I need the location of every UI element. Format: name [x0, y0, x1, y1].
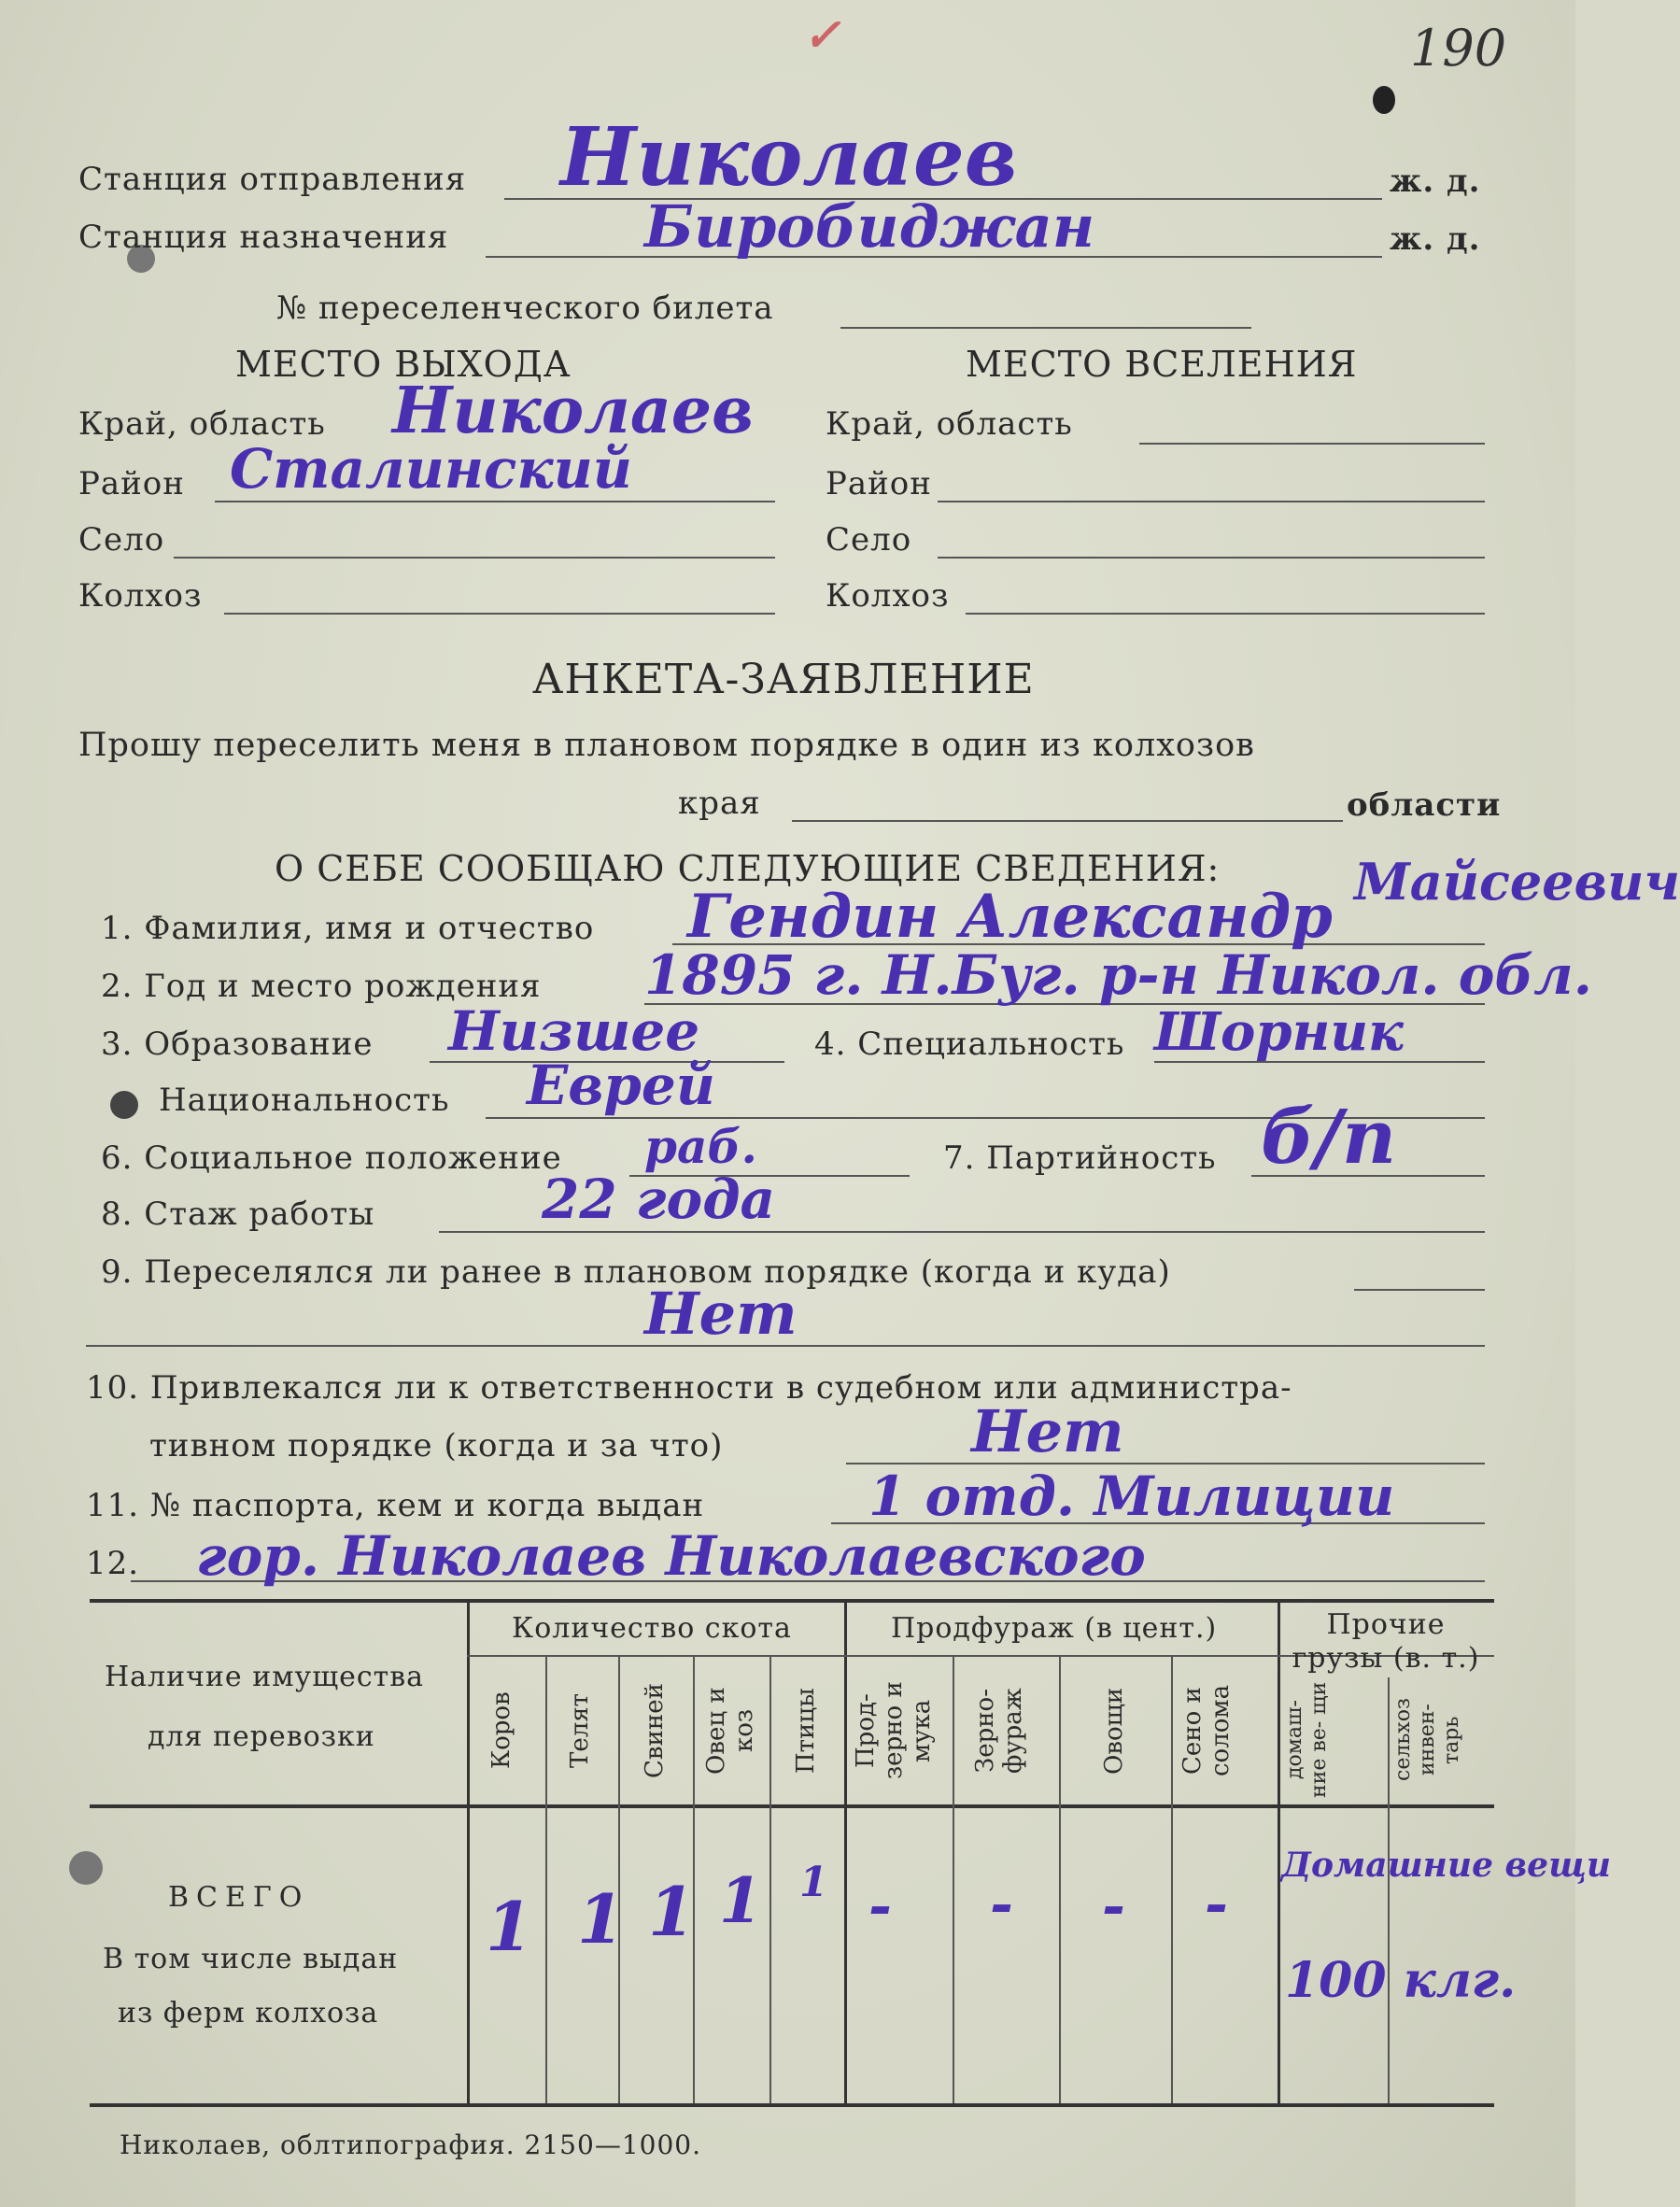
- col-grain-flour: Прод- зерно и мука: [852, 1681, 936, 1780]
- col-pigs: Свиней: [641, 1683, 669, 1778]
- punch-hole-icon: [69, 1851, 103, 1885]
- col-sheep: Овец и коз: [702, 1687, 758, 1775]
- check-mark-icon: ✓: [803, 9, 841, 62]
- f5-label: Национальность: [159, 1082, 450, 1119]
- table-col-line: [953, 1655, 954, 2103]
- f2-value: 1895 г. Н.Буг. р-н Никол. обл.: [644, 943, 1592, 1007]
- property-label: Наличие имущества: [105, 1661, 425, 1693]
- col-cows: Коров: [487, 1691, 515, 1770]
- f5-value: Еврей: [527, 1054, 715, 1117]
- field-line: [439, 1231, 1485, 1233]
- ink-blot-icon: [1373, 86, 1395, 114]
- field-line: [174, 557, 775, 559]
- destination-region-label: Край, область: [826, 405, 1073, 443]
- col-birds: Птицы: [792, 1688, 820, 1774]
- table-col-line: [545, 1655, 547, 2103]
- val-cows: 1: [486, 1887, 533, 1966]
- field-line: [1354, 1289, 1485, 1291]
- col-hay: Сено и солома: [1179, 1684, 1235, 1777]
- table-top-border: [90, 1599, 1494, 1603]
- station-departure-value: Николаев: [560, 110, 1018, 205]
- field-line: [840, 327, 1251, 329]
- origin-region-label: Край, область: [78, 405, 326, 443]
- col-vegetables: Овощи: [1100, 1687, 1128, 1775]
- info-title: О СЕБЕ СООБЩАЮ СЛЕДУЮЩИЕ СВЕДЕНИЯ:: [275, 848, 1221, 889]
- kraya-label: края: [678, 785, 761, 822]
- f12-value: гор. Николаев Николаевского: [196, 1524, 1146, 1588]
- f1-value: Гендин Александр: [687, 882, 1333, 952]
- field-line: [938, 501, 1485, 502]
- table-col-line: [1388, 1677, 1390, 2103]
- origin-kolkhoz-label: Колхоз: [78, 577, 203, 615]
- f4-value: Шорник: [1154, 1001, 1404, 1063]
- val-hay: -: [1205, 1872, 1228, 1937]
- val-sheep: 1: [719, 1864, 762, 1937]
- col-calves: Телят: [566, 1692, 594, 1769]
- f10-label-cont: тивном порядке (когда и за что): [149, 1427, 724, 1464]
- form-title: АНКЕТА-ЗАЯВЛЕНИЕ: [532, 656, 1035, 703]
- field-line: [224, 613, 775, 615]
- table-divider: [844, 1603, 847, 2103]
- table-col-line: [1059, 1655, 1061, 2103]
- f10-value: Нет: [971, 1397, 1124, 1465]
- table-col-line: [769, 1655, 771, 2103]
- page-number: 190: [1410, 19, 1507, 78]
- ticket-label: № переселенческого билета: [276, 290, 774, 327]
- rail-suffix: ж. д.: [1390, 163, 1481, 200]
- group-livestock: Количество скота: [512, 1612, 792, 1645]
- origin-region-value: Николаев: [392, 374, 754, 448]
- f7-label: 7. Партийность: [943, 1139, 1217, 1177]
- val-grain-fodder: -: [990, 1872, 1013, 1937]
- punch-hole-icon: [110, 1091, 138, 1119]
- field-line: [215, 501, 775, 502]
- f4-label: 4. Специальность: [814, 1026, 1125, 1063]
- f6-value: раб.: [644, 1119, 757, 1174]
- field-line: [792, 820, 1343, 822]
- rail-suffix: ж. д.: [1390, 220, 1481, 258]
- destination-kolkhoz-label: Колхоз: [826, 577, 950, 615]
- f11-label: 11. № паспорта, кем и когда выдан: [86, 1487, 705, 1524]
- destination-title: МЕСТО ВСЕЛЕНИЯ: [966, 344, 1358, 385]
- destination-district-label: Район: [826, 465, 932, 502]
- table-col-line: [1171, 1655, 1173, 2103]
- field-line: [938, 557, 1485, 559]
- field-line: [966, 613, 1485, 615]
- origin-district-value: Сталинский: [230, 437, 632, 501]
- total-label: ВСЕГО: [168, 1881, 310, 1914]
- including-label-cont: из ферм колхоза: [118, 1997, 379, 2030]
- f10-label: 10. Привлекался ли к ответственности в судебном или администра-: [86, 1369, 1292, 1407]
- col-household: домаш- ние ве- щи: [1283, 1681, 1331, 1799]
- table-bottom-border: [90, 2103, 1494, 2107]
- f2-label: 2. Год и место рождения: [101, 968, 542, 1005]
- printer-footer: Николаев, облтипография. 2150—1000.: [120, 2129, 701, 2160]
- request-text: Прошу переселить меня в плановом порядке в один из колхозов: [78, 727, 1255, 764]
- f8-label: 8. Стаж работы: [101, 1195, 375, 1233]
- f9-value: Нет: [644, 1280, 798, 1348]
- val-pigs: 1: [648, 1872, 696, 1951]
- f1-extra-value: Майсеевич: [1354, 852, 1680, 912]
- station-destination-label: Станция назначения: [78, 219, 449, 256]
- f12-label: 12.: [86, 1545, 140, 1582]
- val-calves: 1: [577, 1879, 625, 1959]
- f8-value: 22 года: [542, 1167, 776, 1231]
- f1-label: 1. Фамилия, имя и отчество: [101, 910, 595, 947]
- group-fodder: Продфураж (в цент.): [891, 1612, 1218, 1645]
- group-other: Прочие грузы (в. т.): [1292, 1608, 1480, 1675]
- property-label-cont: для перевозки: [148, 1720, 375, 1753]
- f3-value: Низшее: [448, 999, 700, 1063]
- val-vegetables: -: [1102, 1874, 1125, 1939]
- f3-label: 3. Образование: [101, 1026, 374, 1063]
- including-label: В том числе выдан: [103, 1943, 399, 1975]
- val-grain-flour: -: [868, 1874, 892, 1939]
- destination-village-label: Село: [826, 521, 912, 559]
- table-header-border: [90, 1804, 1494, 1808]
- station-departure-label: Станция отправления: [78, 161, 467, 198]
- col-agri: сельхоз инвен- тарь: [1391, 1698, 1463, 1782]
- origin-district-label: Район: [78, 465, 185, 502]
- f9-label: 9. Переселялся ли ранее в плановом порядке (когда и куда): [101, 1253, 1171, 1291]
- val-birds: 1: [799, 1859, 828, 1906]
- table-divider: [467, 1603, 470, 2103]
- f7-value: б/п: [1261, 1093, 1397, 1181]
- field-line: [1139, 443, 1485, 445]
- oblasti-label: области: [1347, 786, 1502, 824]
- col-grain-fodder: Зерно- фураж: [971, 1688, 1027, 1774]
- origin-village-label: Село: [78, 521, 165, 559]
- val-other-weight: 100 клг.: [1285, 1952, 1517, 2009]
- table-divider: [1278, 1603, 1280, 2103]
- station-destination-value: Биробиджан: [644, 192, 1095, 261]
- f6-label: 6. Социальное положение: [101, 1139, 562, 1177]
- origin-title: МЕСТО ВЫХОДА: [235, 344, 572, 385]
- val-other-household: Домашние вещи: [1281, 1846, 1612, 1885]
- f11-value: 1 отд. Милиции: [868, 1464, 1395, 1528]
